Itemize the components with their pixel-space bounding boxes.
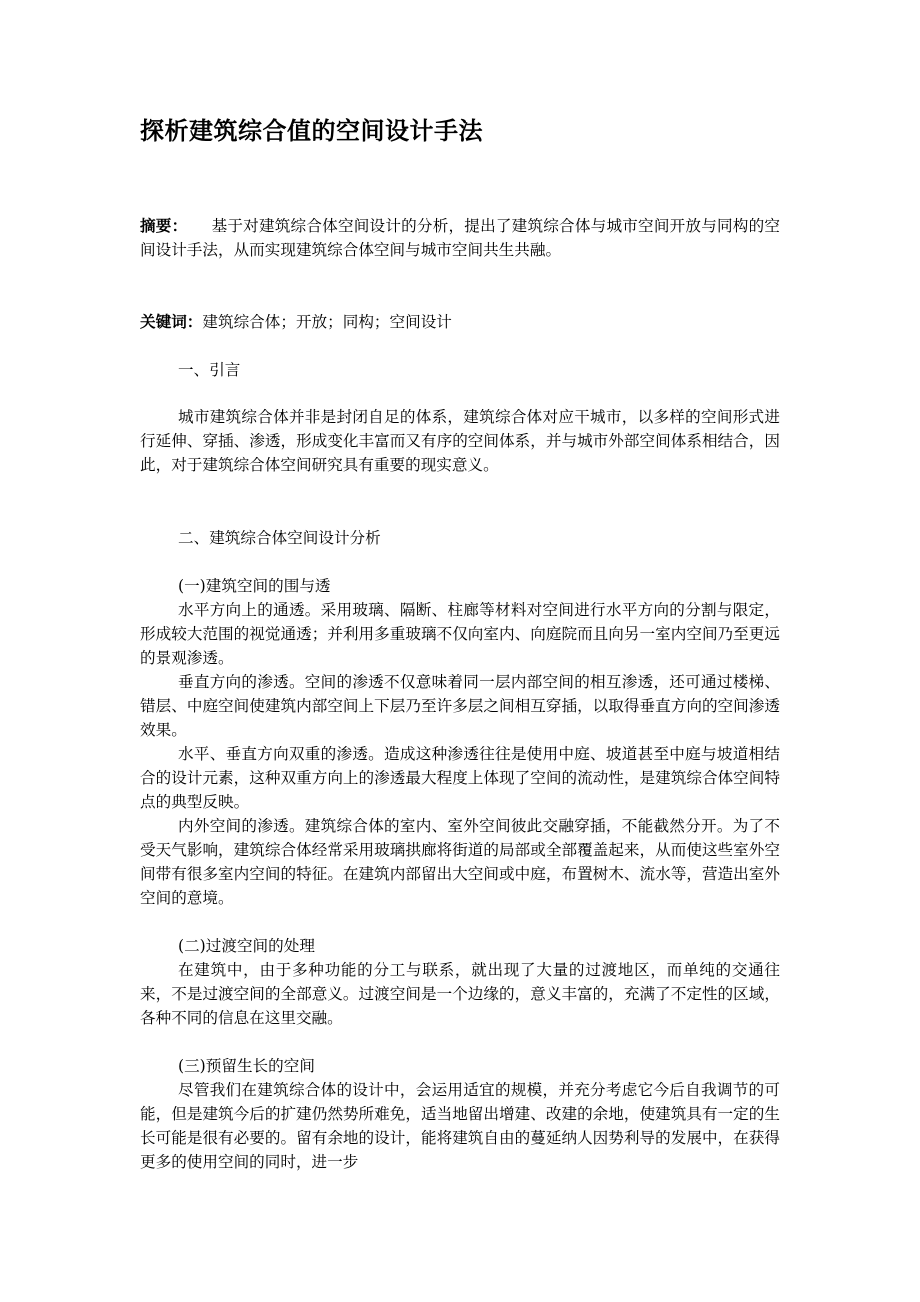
paragraph: 水平方向上的通透。采用玻璃、隔断、柱廊等材料对空间进行水平方向的分割与限定，形成较大范围的视觉通透；并利用多重玻璃不仅向室内、向庭院而且向另一室内空间乃至更远的景观渗透。 bbox=[140, 601, 780, 667]
abstract-text: 基于对建筑综合体空间设计的分析，提出了建筑综合体与城市空间开放与同构的空间设计手法，从而实现建筑综合体空间与城市空间共生共融。 bbox=[140, 217, 780, 259]
paragraph: 尽管我们在建筑综合体的设计中，会运用适宜的规模，并充分考虑它今后自我调节的可能，但是建筑今后的扩建仍然势所难免，适当地留出增建、改建的余地，使建筑具有一定的生长可能是很有必要的。留有余地的设计，能将建筑自由的蔓延纳人因势利导的发展中，在获得更多的使用空间的同时，进一步 bbox=[140, 1081, 780, 1171]
paragraph: 城市建筑综合体并非是封闭自足的体系，建筑综合体对应干城市，以多样的空间形式进行延伸、穿插、渗透，形成变化丰富而又有序的空间体系，并与城市外部空间体系相结合，因此，对于建筑综合体空间研究具有重要的现实意义。 bbox=[140, 408, 780, 474]
paragraph: 内外空间的渗透。建筑综合体的室内、室外空间彼此交融穿插，不能截然分开。为了不受天气影响，建筑综合体经常采用玻璃拱廊将街道的局部或全部覆盖起来，从而使这些室外空间带有很多室内空间的特征。在建筑内部留出大空间或中庭，布置树木、流水等，营造出室外空间的意境。 bbox=[140, 817, 780, 907]
subsection-heading: (二)过渡空间的处理 bbox=[178, 937, 315, 955]
abstract bbox=[140, 214, 780, 262]
section-heading: 一、引言 bbox=[178, 361, 241, 379]
subsection-transition bbox=[140, 934, 780, 1030]
section-heading-intro bbox=[140, 358, 780, 382]
subsection-growth bbox=[140, 1054, 780, 1174]
section-heading: 二、建筑综合体空间设计分析 bbox=[178, 529, 381, 547]
abstract-label: 摘要： bbox=[140, 217, 188, 235]
keywords-label: 关键词： bbox=[140, 313, 203, 331]
subsection-heading: (三)预留生长的空间 bbox=[178, 1057, 315, 1075]
paragraph: 垂直方向的渗透。空间的渗透不仅意味着同一层内部空间的相互渗透，还可通过楼梯、错层、中庭空间使建筑内部空间上下层乃至许多层之间相互穿插，以取得垂直方向的空间渗透效果。 bbox=[140, 673, 780, 739]
document-title: 探析建筑综合值的空间设计手法 bbox=[140, 117, 483, 145]
paragraph: 在建筑中，由于多种功能的分工与联系，就出现了大量的过渡地区，而单纯的交通往来，不是过渡空间的全部意义。过渡空间是一个边缘的，意义丰富的，充满了不定性的区域，各种不同的信息在这里交融。 bbox=[140, 961, 780, 1027]
subsection-enclosure bbox=[140, 574, 780, 910]
section-heading-analysis bbox=[140, 526, 780, 550]
intro-paragraph-block bbox=[140, 405, 780, 477]
keywords-text: 建筑综合体；开放；同构；空间设计 bbox=[202, 313, 452, 331]
subsection-heading: (一)建筑空间的围与透 bbox=[178, 577, 331, 595]
keywords bbox=[140, 310, 780, 334]
paragraph: 水平、垂直方向双重的渗透。造成这种渗透往往是使用中庭、坡道甚至中庭与坡道相结合的设计元素，这种双重方向上的渗透最大程度上体现了空间的流动性，是建筑综合体空间特点的典型反映。 bbox=[140, 745, 780, 811]
